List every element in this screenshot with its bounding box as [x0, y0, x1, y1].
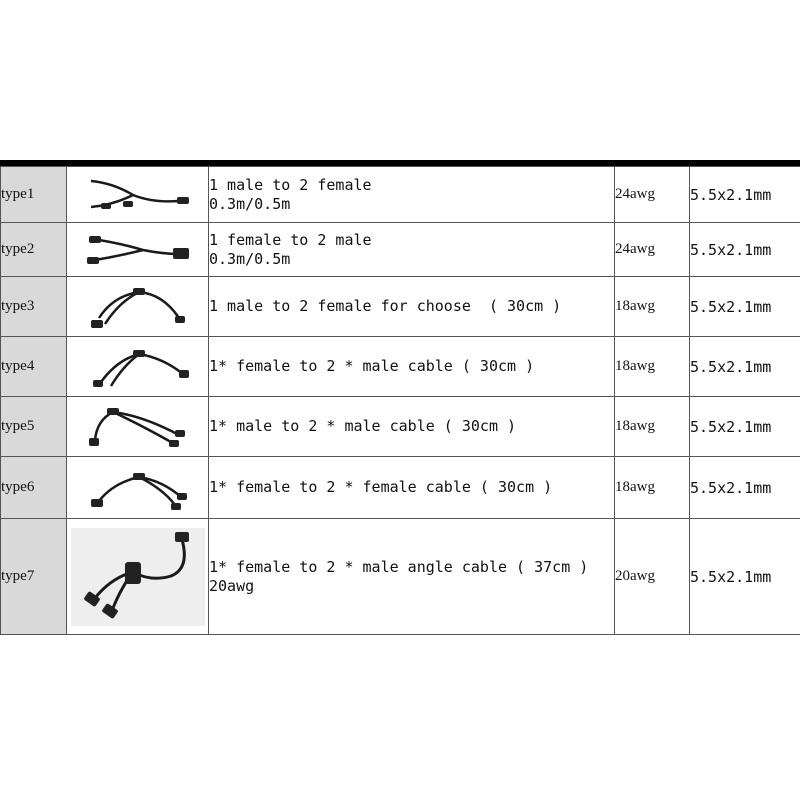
connector-size: 5.5x2.1mm — [690, 277, 800, 337]
type-label: type2 — [1, 223, 67, 277]
y-splitter-cable-photo — [83, 463, 193, 513]
description-line: 1 female to 2 male — [209, 230, 372, 249]
type-label: type4 — [1, 337, 67, 397]
description-line: 1* female to 2 * male angle cable ( 37cm ) — [209, 557, 589, 576]
table-row — [1, 397, 800, 457]
y-splitter-cable-photo — [83, 282, 193, 332]
description-line: 0.3m/0.5m — [209, 194, 291, 213]
table-row — [1, 337, 800, 397]
table-row — [1, 277, 800, 337]
y-splitter-cable-photo — [83, 402, 193, 452]
wire-gauge: 18awg — [615, 397, 690, 457]
type-label: type1 — [1, 167, 67, 223]
description-line: 0.3m/0.5m — [209, 249, 291, 268]
table-row — [1, 519, 800, 635]
connector-size: 5.5x2.1mm — [690, 337, 800, 397]
wire-gauge: 24awg — [615, 223, 690, 277]
table-row — [1, 167, 800, 223]
connector-size: 5.5x2.1mm — [690, 397, 800, 457]
connector-size: 5.5x2.1mm — [690, 167, 800, 223]
type-label: type3 — [1, 277, 67, 337]
connector-size: 5.5x2.1mm — [690, 519, 800, 635]
y-splitter-cable-photo — [71, 528, 205, 626]
wire-gauge: 20awg — [615, 519, 690, 635]
type-label: type7 — [1, 519, 67, 635]
y-splitter-cable-photo — [83, 342, 193, 392]
table-row — [1, 223, 800, 277]
wire-gauge: 18awg — [615, 277, 690, 337]
description-line: 1 male to 2 female — [209, 175, 372, 194]
description-line: 20awg — [209, 576, 255, 595]
wire-gauge: 18awg — [615, 337, 690, 397]
y-splitter-cable-photo — [83, 228, 193, 272]
description-line: 1* female to 2 * male cable ( 30cm ) — [209, 357, 535, 375]
cable-spec-table — [0, 166, 800, 635]
wire-gauge: 18awg — [615, 457, 690, 519]
description-line: 1* female to 2 * female cable ( 30cm ) — [209, 478, 553, 496]
connector-size: 5.5x2.1mm — [690, 223, 800, 277]
table-row — [1, 457, 800, 519]
type-label: type5 — [1, 397, 67, 457]
y-splitter-cable-photo — [83, 173, 193, 217]
description-line: 1 male to 2 female for choose ( 30cm ) — [209, 297, 562, 315]
connector-size: 5.5x2.1mm — [690, 457, 800, 519]
wire-gauge: 24awg — [615, 167, 690, 223]
type-label: type6 — [1, 457, 67, 519]
description-line: 1* male to 2 * male cable ( 30cm ) — [209, 417, 517, 435]
